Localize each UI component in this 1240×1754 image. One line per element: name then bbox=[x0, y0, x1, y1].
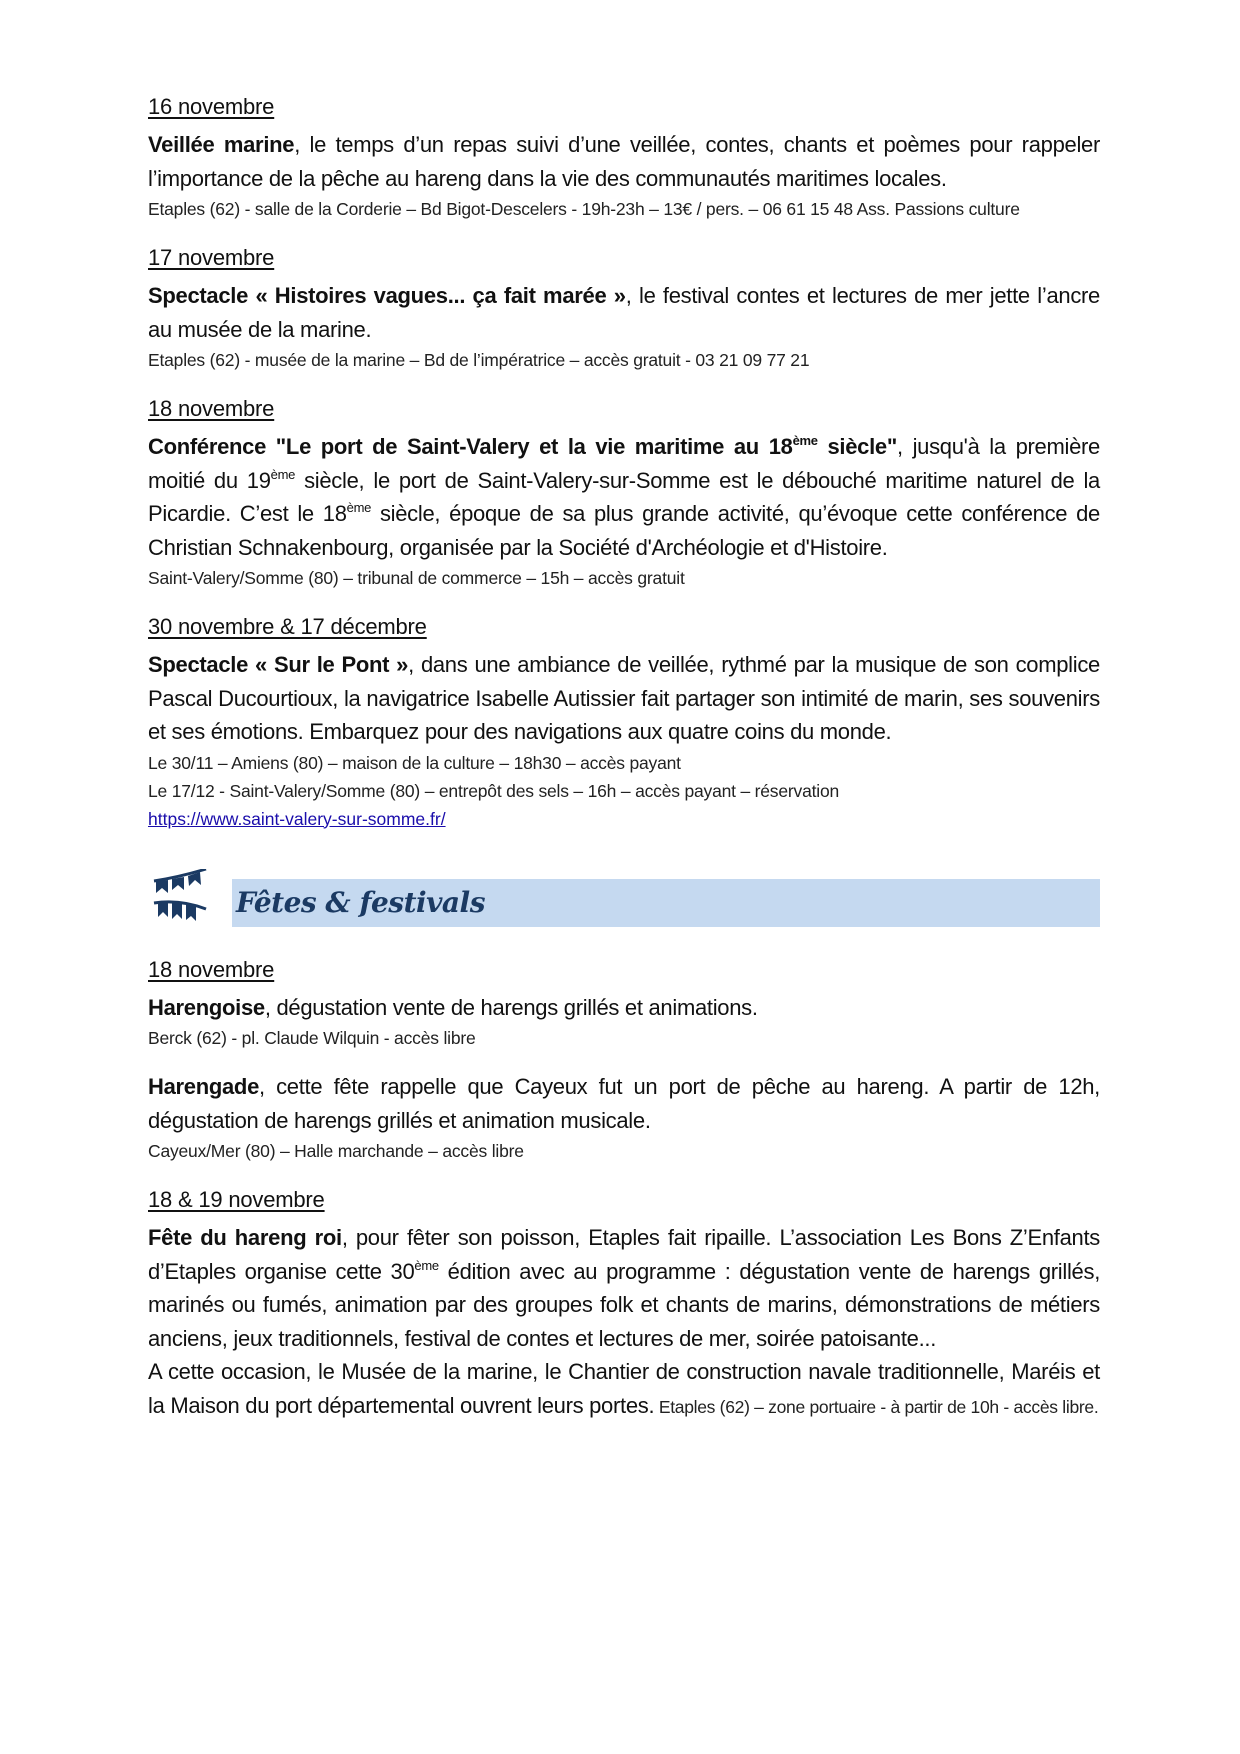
event-date: 30 novembre & 17 décembre bbox=[148, 614, 427, 639]
event-date: 18 novembre bbox=[148, 956, 275, 982]
event-title: Harengade bbox=[148, 1074, 260, 1099]
event-info: Saint-Valery/Somme (80) – tribunal de commerce – 15h – accès gratuit bbox=[148, 568, 685, 588]
event-description: Harengoise, dégustation vente de harengs grillés et animations. bbox=[148, 994, 758, 1020]
event-date: 16 novembre bbox=[148, 94, 275, 119]
event-title: Conférence "Le port de Saint-Valery et la vie maritime au 18ème siècle" bbox=[148, 433, 897, 459]
event-veillee-marine bbox=[148, 92, 1100, 223]
event-info: Berck (62) - pl. Claude Wilquin - accès libre bbox=[148, 1028, 476, 1048]
event-description: Veillée marine, le temps d’un repas suivi d’une veillée, contes, chants et poèmes pour rappeler l’importance de la pêche au hareng dans la vie des communautés maritimes locales. bbox=[148, 132, 1100, 191]
event-date: 18 & 19 novembre bbox=[148, 1187, 325, 1212]
event-description: Conférence "Le port de Saint-Valery et la vie maritime au 18ème siècle", jusqu'à la première moitié du 19ème siècle, le port de Saint-Valery-sur-Somme est le débouché maritime naturel de la Picardie. C’est le 18ème siècle, époque de sa plus grande activité, qu’évoque cette conférence de Christian Schnakenbourg, organisée par la Société d'Archéologie et d'Histoire. bbox=[148, 433, 1100, 560]
event-info: Cayeux/Mer (80) – Halle marchande – accès libre bbox=[148, 1141, 524, 1161]
event-conference-saint-valery bbox=[148, 394, 1100, 592]
section-title: Fêtes & festivals bbox=[236, 886, 485, 919]
event-title: Harengoise bbox=[148, 994, 265, 1020]
event-date: 18 novembre bbox=[148, 396, 275, 421]
section-title-bar bbox=[232, 879, 1100, 927]
event-title: Spectacle « Sur le Pont » bbox=[148, 652, 409, 677]
event-date: 17 novembre bbox=[148, 245, 275, 270]
event-group-18-novembre bbox=[148, 955, 1100, 1166]
event-sur-le-pont bbox=[148, 612, 1100, 833]
event-info: Etaples (62) - musée de la marine – Bd de l’impératrice – accès gratuit - 03 21 09 77 21 bbox=[148, 350, 810, 370]
event-description: Harengade, cette fête rappelle que Cayeux fut un port de pêche au hareng. A partir de 12h, dégustation de harengs grillés et animation musicale. bbox=[148, 1074, 1100, 1133]
event-website-link[interactable]: https://www.saint-valery-sur-somme.fr/ bbox=[148, 808, 446, 829]
event-title: Veillée marine bbox=[148, 132, 295, 157]
event-description-continued: A cette occasion, le Musée de la marine, le Chantier de construction navale traditionnelle, Maréis et la Maison du port départemental ouvrent leurs portes. Etaples (62) – zone portuaire - à partir de 10h - accès libre. bbox=[148, 1359, 1100, 1418]
event-description: Spectacle « Sur le Pont », dans une ambiance de veillée, rythmé par la musique de son complice Pascal Ducourtioux, la navigatrice Isabelle Autissier fait partager son intimité de marin, ses souvenirs et ses émotions. Embarquez pour des navigations aux quatre coins du monde. bbox=[148, 652, 1100, 744]
section-heading-fetes-festivals bbox=[148, 869, 1100, 931]
event-info: Etaples (62) - salle de la Corderie – Bd Bigot-Descelers - 19h-23h – 13€ / pers. – 06 61 15 48 Ass. Passions culture bbox=[148, 199, 1020, 219]
event-title: Fête du hareng roi bbox=[148, 1225, 342, 1250]
event-description: Spectacle « Histoires vagues... ça fait marée », le festival contes et lectures de mer jette l’ancre au musée de la marine. bbox=[148, 283, 1100, 342]
event-fete-du-hareng-roi bbox=[148, 1185, 1100, 1424]
event-info-line: Le 17/12 - Saint-Valery/Somme (80) – entrepôt des sels – 16h – accès payant – réservation bbox=[148, 780, 840, 801]
event-histoires-vagues bbox=[148, 243, 1100, 374]
event-info-line: Le 30/11 – Amiens (80) – maison de la culture – 18h30 – accès payant bbox=[148, 752, 681, 773]
event-description: Fête du hareng roi, pour fêter son poisson, Etaples fait ripaille. L’association Les Bons Z’Enfants d’Etaples organise cette 30ème édition avec au programme : dégustation vente de harengs grillés, marinés ou fumés, animation par des groupes folk et chants de marins, démonstrations de métiers anciens, jeux traditionnels, festival de contes et lectures de mer, soirée patoisante... bbox=[148, 1225, 1101, 1351]
bunting-flags-icon bbox=[150, 869, 212, 931]
document-page bbox=[148, 92, 1100, 1444]
event-info: Etaples (62) – zone portuaire - à partir de 10h - accès libre. bbox=[654, 1396, 1099, 1417]
event-title: Spectacle « Histoires vagues... ça fait marée » bbox=[148, 283, 626, 308]
